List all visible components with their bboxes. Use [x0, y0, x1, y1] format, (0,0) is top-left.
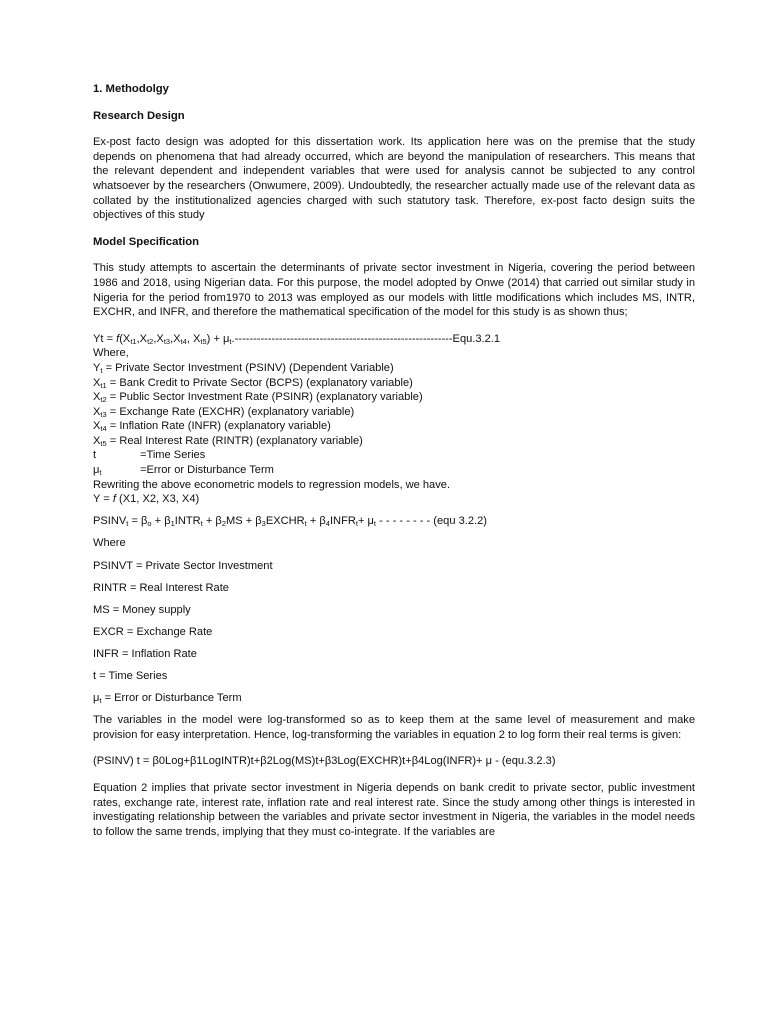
section-heading-methodology: 1. Methodolgy — [93, 83, 169, 95]
paragraph-cointegration: Equation 2 implies that private sector investment in Nigeria depends on bank credit to private sector, public investment rates, exchange rate, interest rate, inflation rate and real interest rate. Since the study among other things is interested in investigating relationship between the variables and private sector investment in Nigeria, the variables in the model needs to follow the same trends, implying that they must co-integrate. If the variables are — [93, 781, 695, 838]
variable-ms: MS = Money supply — [93, 603, 191, 616]
variable-rintr: RINTR = Real Interest Rate — [93, 581, 229, 594]
definition-xt3: $X_{t3}$ = Exchange Rate (EXCHR) (explanatory variable) — [93, 405, 355, 419]
definition-xt4: $X_{t4}$ = Inflation Rate (INFR) (explanatory variable) — [93, 420, 331, 434]
equation-3-2-2-label: - - - - - - - - (equ 3.2.2) — [379, 515, 487, 528]
variable-psinvt: PSINVT = Private Sector Investment — [93, 559, 273, 572]
equation-3-2-1: $Yt = f(X_{t1},X_{t2},X_{t3},X_{t4}$, $X_{t5}) + \mu_t.-----------------------------------------------------------Equ.3.2.1$ — [93, 332, 501, 346]
variable-mu: $\mu_t$ = Error or Disturbance Term — [93, 692, 242, 706]
subheading-research-design: Research Design — [93, 109, 185, 122]
paragraph-log-transform: The variables in the model were log-transformed so as to keep them at the same level of measurement and make provision for easy interpretation. Hence, log-transforming the variables in equation 2 to log form their real terms is given: — [93, 714, 695, 741]
variable-infr: INFR = Inflation Rate — [93, 647, 197, 660]
definition-xt1: $X_{t1}$ = Bank Credit to Private Sector (BCPS) (explanatory variable) — [93, 376, 413, 390]
paragraph-model-specification: This study attempts to ascertain the determinants of private sector investment in Nigeria, covering the period between 1986 and 2018, using Nigerian data. For this purpose, the model adopted by Onwe (2014) that carried out similar study in Nigeria for the period from1970 to 2013 was employed as our models with little modifications which includes MS, INTR, EXCHR, and INFR, and therefore the mathematical specification of the model for this study is as shown thus; — [93, 262, 695, 319]
variable-t: t = Time Series — [93, 670, 168, 682]
definition-mu: $\mu_t$ =Error or Disturbance Term — [93, 464, 274, 478]
definition-xt5: $X_{t5}$ = Real Interest Rate (RINTR) (explanatory variable) — [93, 434, 363, 448]
variable-excr: EXCR = Exchange Rate — [93, 625, 213, 638]
definition-yt: $Y_t$ = Private Sector Investment (PSINV) (Dependent Variable) — [93, 361, 394, 375]
equation-y-function: Y = f (X1, X2, X3, X4) — [93, 493, 200, 506]
definition-xt2: $X_{t2}$ = Public Sector Investment Rate (PSINR) (explanatory variable) — [93, 391, 423, 405]
where-label-1: Where, — [93, 347, 129, 360]
equation-3-2-2: $PSINV_t = \beta_o$ + $\beta_1INTR_t + \beta_2MS$ + $\beta_3EXCHR_t$ + $\beta_4INFR_t+ \mu_t$ - - - - - - - - (equ 3.2.2) — [93, 515, 487, 529]
definition-t: t =Time Series — [93, 449, 206, 462]
equation-3-2-1-label: -----------------------------------------------------------Equ.3.2.1 — [234, 332, 501, 345]
rewriting-sentence: Rewriting the above econometric models to regression models, we have. — [93, 478, 451, 491]
equation-3-2-3: (PSINV) t = β0Log+β1LogINTR)t+β2Log(MS)t+β3Log(EXCHR)t+β4Log(INFR)+ μ - (equ.3.2.3) — [93, 755, 556, 768]
document-body — [93, 82, 695, 851]
subheading-model-specification: Model Specification — [93, 235, 200, 248]
where-label-2: Where — [93, 537, 126, 550]
paragraph-research-design: Ex-post facto design was adopted for this dissertation work. Its application here was on the premise that the study depends on phenomena that had already occurred, which are beyond the manipulation of researchers. This means that the relevant dependent and independent variables that were used for analysis cannot be subjected to any control whatsoever by the researchers (Onwumere, 2009). Undoubtedly, the researcher actually made use of the relevant data as collated by the institutionalized agencies charged with such statutory task. Therefore, ex-post facto design suits the objectives of this study — [93, 136, 695, 222]
